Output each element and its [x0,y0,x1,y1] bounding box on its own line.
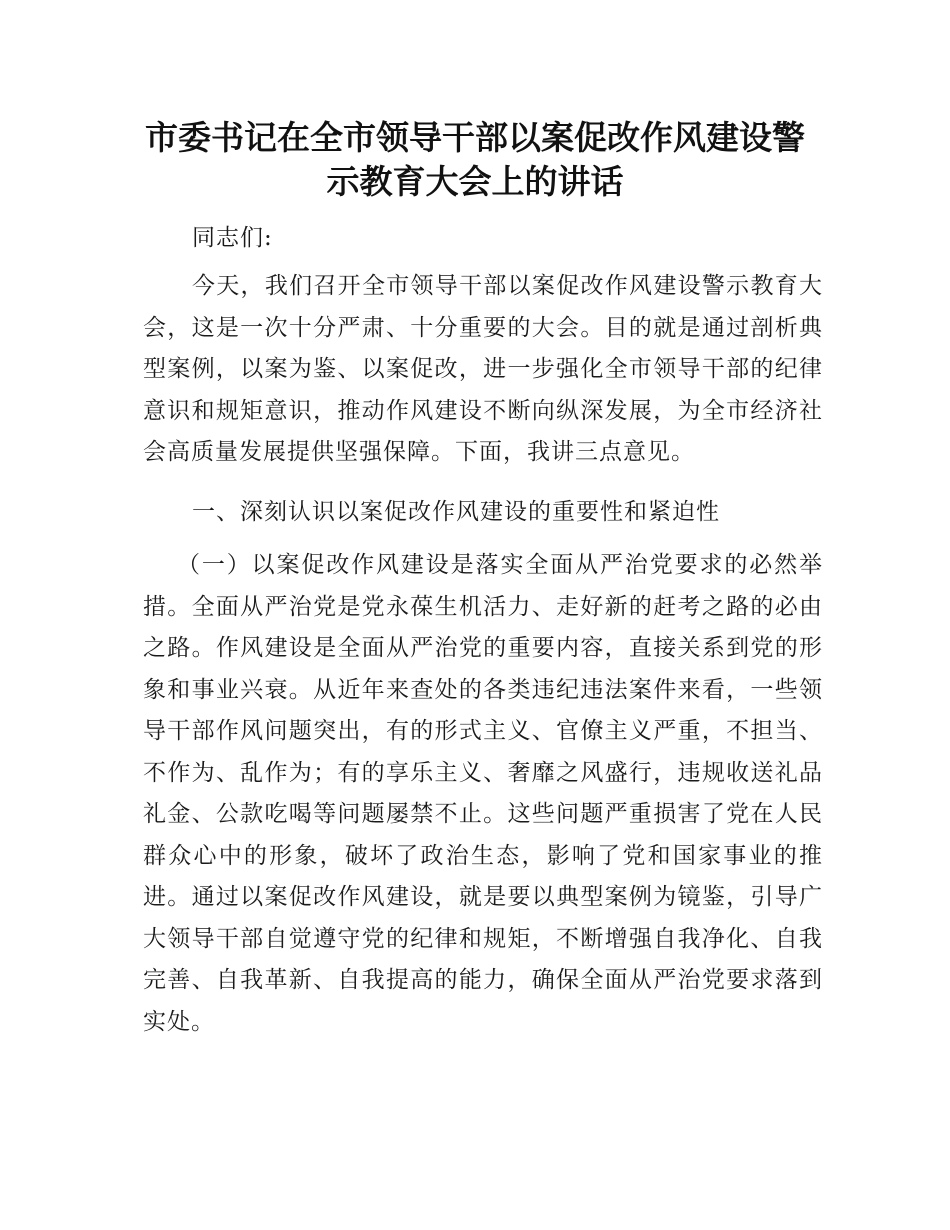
section-heading-1: 一、深刻认识以案促改作风建设的重要性和紧迫性 [192,499,720,525]
document-title-line-2: 示教育大会上的讲话 [326,162,624,201]
document-title-line-1: 市委书记在全市领导干部以案促改作风建设警 [145,118,805,157]
greeting: 同志们: [192,225,273,251]
subsection-paragraph-1: （一）以案促改作风建设是落实全面从严治党要求的必然举措。全面从严治党是党永葆生机活力、走好新的赶考之路的必由之路。作风建设是全面从严治党的重要内容，直接关系到党的形象和事业兴衰。从近年来查处的各类违纪违法案件来看，一些领导干部作风问题突出，有的形式主义、官僚主义严重，不担当、不作为、乱作为；有的享乐主义、奢靡之风盛行，违规收送礼品礼金、公款吃喝等问题屡禁不止。这些问题严重损害了党在人民群众心中的形象，破坏了政治生态，影响了党和国家事业的推进。通过以案促改作风建设，就是要以典型案例为镜鉴，引导广大领导干部自觉遵守党的纪律和规矩，不断增强自我净化、自我完善、自我革新、自我提高的能力，确保全面从严治党要求落到实处。 [143,552,823,1035]
intro-paragraph: 今天，我们召开全市领导干部以案促改作风建设警示教育大会，这是一次十分严肃、十分重要的大会。目的就是通过剖析典型案例，以案为鉴、以案促改，进一步强化全市领导干部的纪律意识和规矩意识，推动作风建设不断向纵深发展，为全市经济社会高质量发展提供坚强保障。下面，我讲三点意见。 [143,273,823,465]
